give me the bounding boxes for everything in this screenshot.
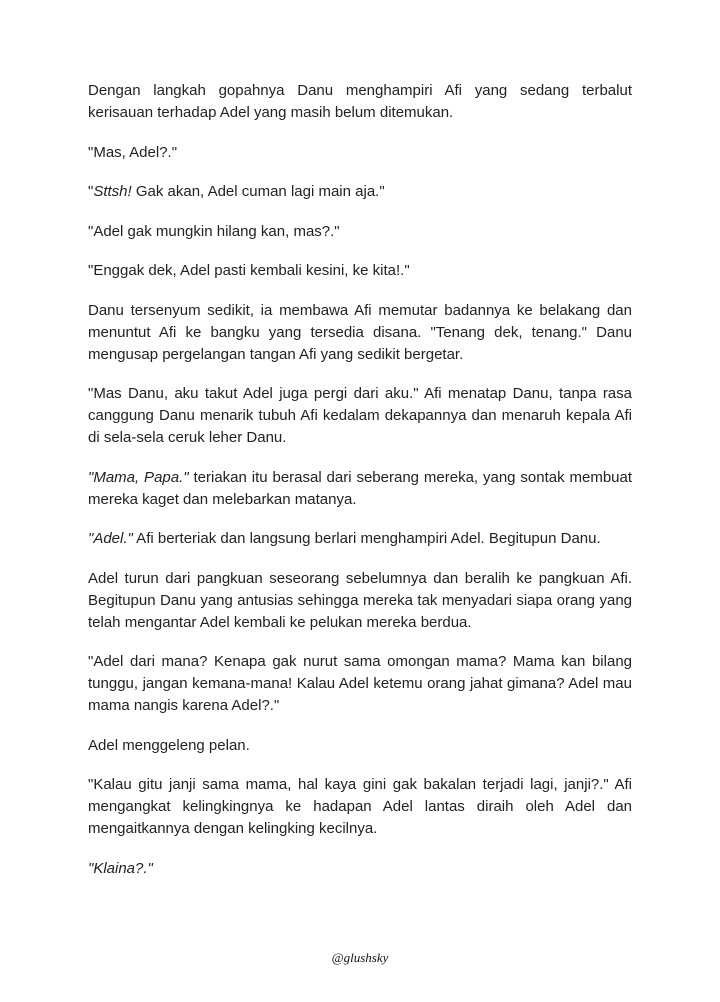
paragraph-6: Danu tersenyum sedikit, ia membawa Afi memutar badannya ke belakang dan menuntut Afi ke bangku yang tersedia disana. "Tenang dek, tenang." Danu mengusap pergelangan tangan Afi yang sedikit bergetar. (88, 301, 632, 363)
paragraph-3-rest: Gak akan, Adel cuman lagi main aja." (131, 183, 385, 200)
paragraph-2: "Mas, Adel?." (88, 143, 178, 161)
paragraph-4: "Adel gak mungkin hilang kan, mas?." (88, 222, 340, 240)
paragraph-9 (88, 528, 632, 550)
paragraph-3 (88, 181, 632, 203)
paragraph-8-italic: "Mama, Papa." (88, 468, 189, 486)
paragraph-11: "Adel dari mana? Kenapa gak nurut sama omongan mama? Mama kan bilang tunggu, jangan kemana-mana! Kalau Adel ketemu orang jahat gimana? Adel mau mama nangis karena Adel?." (88, 653, 632, 714)
paragraph-13: "Kalau gitu janji sama mama, hal kaya gini gak bakalan terjadi lagi, janji?." Afi mengangkat kelingkingnya ke hadapan Adel lantas diraih oleh Adel dan mengaitkannya dengan kelingking kecilnya. (88, 776, 632, 837)
paragraph-8-rest: teriakan itu berasal dari seberang mereka, yang sontak membuat mereka kaget dan melebarkan matanya. (88, 468, 633, 508)
paragraph-7: "Mas Danu, aku takut Adel juga pergi dari aku." Afi menatap Danu, tanpa rasa canggung Danu menarik tubuh Afi kedalam dekapannya dan menaruh kepala Afi di sela-sela ceruk leher Danu. (88, 385, 632, 446)
paragraph-5: "Enggak dek, Adel pasti kembali kesini, ke kita!." (88, 262, 410, 279)
author-handle: @glushsky (331, 950, 389, 965)
paragraph-9-rest: Afi berteriak dan langsung berlari menghampiri Adel. Begitupun Danu. (132, 530, 601, 547)
paragraph-10: Adel turun dari pangkuan seseorang sebelumnya dan beralih ke pangkuan Afi. Begitupun Danu yang antusias sehingga mereka tak menyadari siapa orang yang telah mengantar Adel kembali ke pelukan mereka berdua. (88, 569, 632, 631)
paragraph-14 (88, 858, 632, 880)
paragraph-14-italic: "Klaina?." (88, 859, 153, 877)
story-text (88, 80, 632, 897)
paragraph-3-italic: Sttsh! (93, 183, 132, 200)
paragraph-9-italic: "Adel." (88, 530, 133, 547)
paragraph-12: Adel menggeleng pelan. (88, 736, 250, 754)
paragraph-8 (88, 467, 632, 511)
paragraph-3-prefix: " (88, 183, 94, 200)
paragraph-1: Dengan langkah gopahnya Danu menghampiri Afi yang sedang terbalut kerisauan terhadap Adel yang masih belum ditemukan. (88, 82, 632, 121)
